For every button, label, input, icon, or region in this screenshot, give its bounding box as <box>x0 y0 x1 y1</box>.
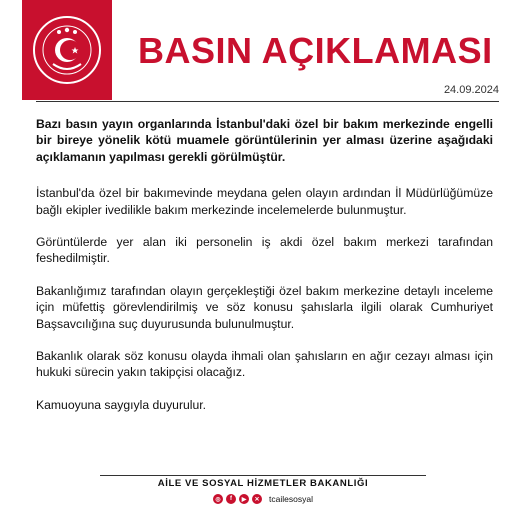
paragraph: Bakanlığımız tarafından olayın gerçekleştiği özel bakım merkezine detaylı inceleme için müfettiş görevlendirilmiş ve söz konusu şahıslarla ilgili olarak Cumhuriyet Başsavcılığına suç duyurusunda bulunulmuştur. <box>36 283 493 331</box>
facebook-icon[interactable]: f <box>226 494 236 504</box>
paragraph: Bakanlık olarak söz konusu olayda ihmali olan şahısların en ağır cezayı alması için hukuki sürecin yakın takipçisi olacağız. <box>36 349 493 380</box>
page-title: BASIN AÇIKLAMASI <box>138 30 493 71</box>
social-links <box>0 494 526 504</box>
footer <box>0 478 526 504</box>
x-icon[interactable]: ✕ <box>252 494 262 504</box>
press-date: 24.09.2024 <box>443 84 499 96</box>
paragraph: Görüntülerde yer alan iki personelin iş akdi özel bakım merkezi tarafından feshedilmiştir. <box>36 235 493 266</box>
paragraph: İstanbul'da özel bir bakımevinde meydana gelen olayın ardından İl Müdürlüğümüze bağlı ekipler ivedilikle bakım merkezinde incelemelerde bulunmuştur. <box>36 186 493 217</box>
social-handle[interactable]: tcailesosyal <box>269 494 313 504</box>
footer-divider <box>100 475 426 476</box>
paragraph: Kamuoyuna saygıyla duyurulur. <box>36 397 207 412</box>
ministry-logo <box>22 0 112 100</box>
instagram-icon[interactable]: ◎ <box>213 494 223 504</box>
emblem-icon <box>31 14 103 86</box>
ministry-name: AİLE VE SOSYAL HİZMETLER BAKANLIĞI <box>157 478 369 489</box>
lead-paragraph: Bazı basın yayın organlarında İstanbul'daki özel bir bakım merkezinde engelli bir bireye yönelik kötü muamele görüntülerinin yer alması üzerine aşağıdaki açıklamanın yapılması gerekli görülmüştür. <box>36 117 493 164</box>
header-divider <box>36 101 499 102</box>
youtube-icon[interactable]: ▶ <box>239 494 249 504</box>
statement-body <box>36 116 493 429</box>
